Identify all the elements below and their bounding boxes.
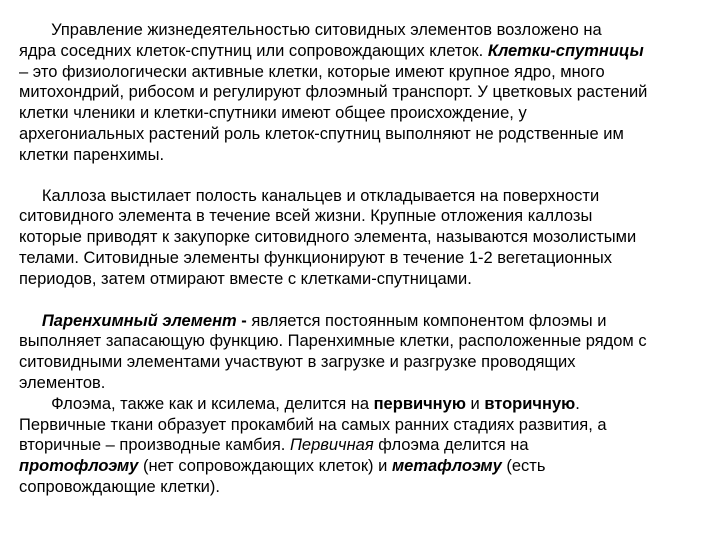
text-run [19, 312, 42, 330]
text-run: которые приводят к закупорке ситовидного элемента, называются мозолистыми [19, 228, 637, 247]
paragraph-companion-cells [19, 0, 714, 166]
text-run: ядра соседних клеток-спутниц или сопровождающих клеток. [19, 41, 488, 60]
text-run: ситовидного элемента в течение всей жизни. Крупные отложения каллозы [19, 207, 593, 226]
text-line [19, 248, 714, 269]
text-run: клетки членики и клетки-спутники имеют общее происхождение, у [19, 104, 527, 123]
text-run: Первичные ткани образует прокамбий на самых ранних стадиях развития, а [19, 415, 607, 434]
text-run: выполняет запасающую функцию. Паренхимные клетки, расположенные рядом с [19, 332, 647, 351]
text-run: вторичные – производные камбия. [19, 436, 290, 455]
text-run: Управление жизнедеятельностью ситовидных элементов возложено на [19, 21, 602, 39]
emphasized-text: вторичную [484, 394, 576, 413]
text-run: периодов, затем отмирают вместе с клетками-спутницами. [19, 269, 472, 288]
text-line [19, 331, 714, 352]
text-run: элементов. [19, 373, 106, 392]
text-run: митохондрий, рибосом и регулируют флоэмный транспорт. У цветковых растений [19, 83, 648, 102]
text-line [19, 186, 714, 207]
text-run: и [465, 394, 485, 413]
text-line [19, 477, 714, 498]
text-run: . [575, 394, 580, 413]
text-run: сопровождающие клетки). [19, 477, 220, 496]
text-line [19, 373, 714, 394]
text-run: Флоэма, также как и ксилема, делится на [19, 394, 374, 413]
text-line [19, 311, 714, 332]
emphasized-text: Паренхимный элемент [41, 311, 237, 330]
text-line [19, 82, 714, 103]
emphasized-text: Первичная [289, 436, 374, 455]
text-line [19, 394, 714, 415]
text-run: Каллоза выстилает полость канальцев и откладывается на поверхности [19, 186, 600, 205]
text-line [19, 62, 714, 83]
emphasized-text: протофлоэму [19, 457, 139, 476]
text-line [19, 269, 714, 290]
text-line [19, 103, 714, 124]
text-line [19, 435, 714, 456]
emphasized-text: Клетки-спутницы [487, 41, 644, 60]
paragraph-callose [19, 186, 714, 290]
text-line [19, 415, 714, 436]
text-run: является постоянным компонентом флоэмы и [251, 311, 607, 330]
text-line [19, 124, 714, 145]
text-run: – это физиологически активные клетки, которые имеют крупное ядро, много [19, 62, 605, 81]
text-line [19, 41, 714, 62]
text-run: ситовидными элементами участвуют в загрузке и разгрузке проводящих [19, 353, 576, 372]
text-line [19, 456, 714, 477]
emphasized-text: метафлоэму [391, 457, 502, 476]
text-run: флоэма делится на [373, 436, 529, 455]
text-run: (нет сопровождающих клеток) и [138, 457, 392, 476]
text-line [19, 20, 714, 41]
text-run: архегониальных растений роль клеток-спутниц выполняют не родственные им [19, 124, 624, 143]
text-line [19, 145, 714, 166]
text-line [19, 352, 714, 373]
emphasized-text: - [236, 311, 252, 330]
paragraph-parenchyma-phloem [19, 311, 714, 498]
text-line [19, 206, 714, 227]
text-run: телами. Ситовидные элементы функционируют в течение 1-2 вегетационных [19, 248, 613, 267]
text-run: (есть [501, 457, 546, 476]
text-run: клетки паренхимы. [19, 145, 165, 164]
emphasized-text: первичную [373, 394, 466, 413]
text-line [19, 227, 714, 248]
